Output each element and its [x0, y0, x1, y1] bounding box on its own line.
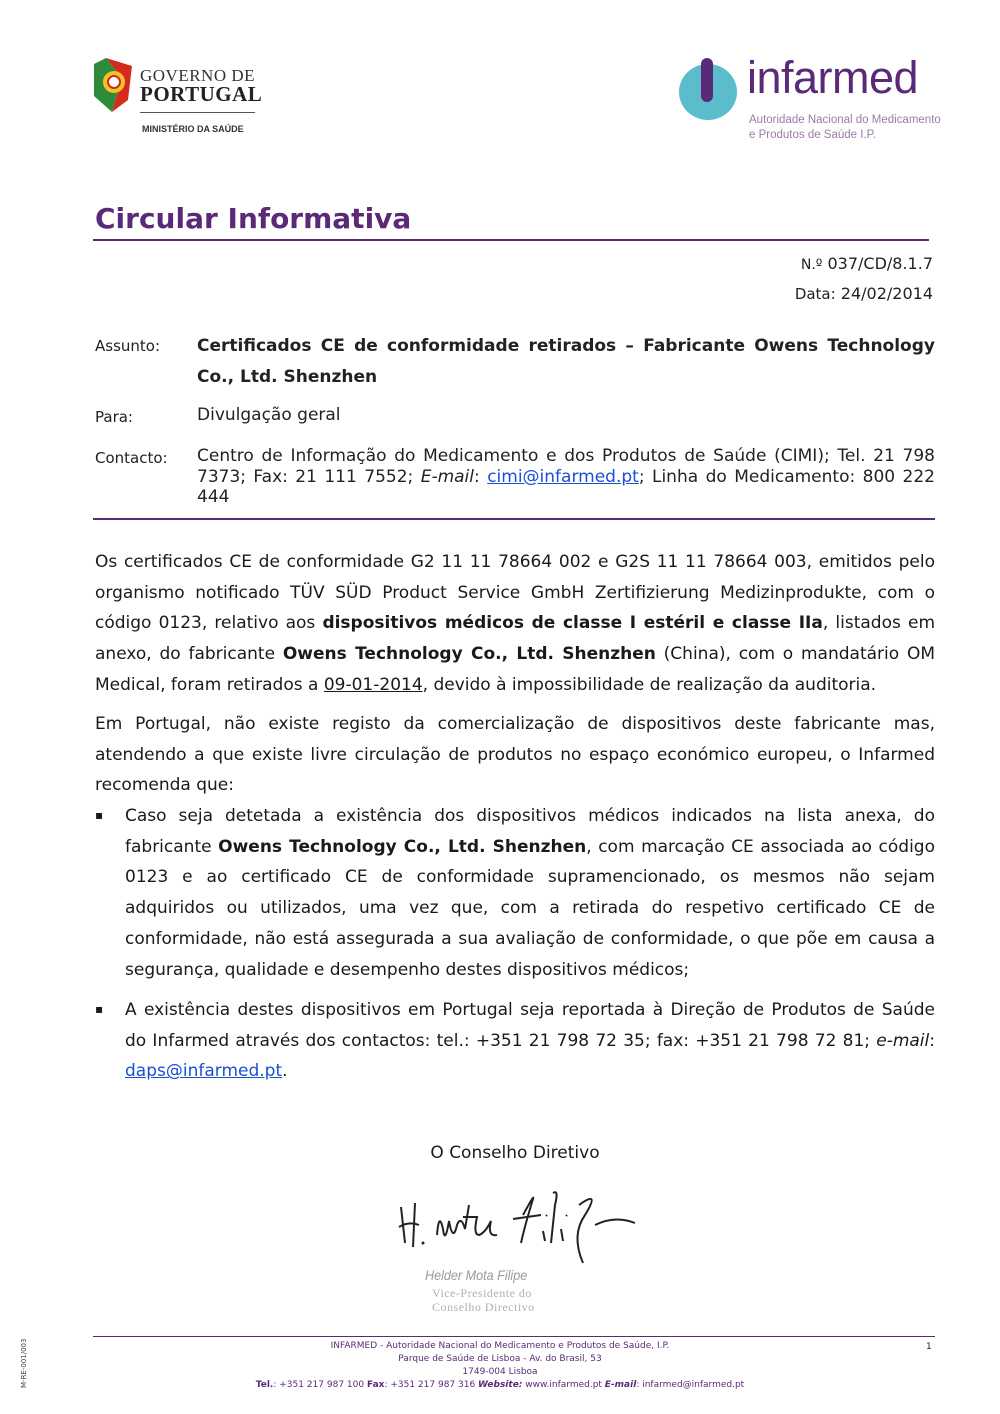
footer-tel: : +351 217 987 100 — [273, 1380, 367, 1390]
contact-text: Centro de Informação do Medicamento e dos Produtos de Saúde (CIMI); Tel. 21 798 7373; Fax: 21 111 7552; E-mail: cimi@infarmed.pt; Linha do Medicamento: 800 222 444 — [197, 446, 935, 507]
p1-text-f: , devido à impossibilidade de realização da auditoria. — [422, 674, 877, 695]
number-value: 037/CD/8.1.7 — [827, 254, 933, 273]
footer-divider — [93, 1336, 935, 1337]
infarmed-subtitle-2: e Produtos de Saúde I.P. — [749, 129, 877, 141]
footer-web[interactable]: www.infarmed.pt — [522, 1380, 605, 1390]
infarmed-logo — [676, 52, 946, 148]
document-code: M-RE-001/003 — [20, 1338, 28, 1388]
b2-email-label: e-mail — [876, 1030, 930, 1051]
footer-line-3: 1749-004 Lisboa — [462, 1367, 538, 1377]
p1-text-e: (China), com o mandatário OM Medical, foram retirados a — [95, 644, 936, 695]
contact-pre: Centro de Informação do Medicamento e dos Produtos de Saúde (CIMI); Tel. 21 798 7373; Fax: 21 111 7552; — [197, 446, 935, 487]
footer-line-2: Parque de Saúde de Lisboa - Av. do Brasil, 53 — [398, 1354, 602, 1364]
paragraph-2: Em Portugal, não existe registo da comercialização de dispositivos deste fabricante mas, atendendo a que existe livre circulação de produtos no espaço económico europeu, o Infarmed recomenda que: — [95, 714, 935, 796]
p1-text-a: Os certificados CE de conformidade G2 11 11 78664 002 e G2S 11 11 78664 003, emitidos pelo organismo notificado TÜV SÜD Product Service GmbH Zertifizierung Medizinprodukte, com o código 0123, relativo aos — [95, 552, 935, 634]
contact-post: ; Linha do Medicamento: 800 222 444 — [197, 466, 935, 507]
infarmed-mark-icon — [676, 58, 740, 124]
gov-line1: GOVERNO DE — [140, 66, 256, 85]
b1-text-a: Caso seja detetada a existência dos dispositivos médicos indicados na lista anexa, do fabricante — [125, 806, 935, 857]
gov-ministry: MINISTÉRIO DA SAÚDE — [142, 124, 244, 134]
footer-tel-label: Tel. — [255, 1380, 274, 1390]
signatory-role-2: Conselho Directivo — [432, 1300, 535, 1314]
footer-contacts — [0, 1380, 1000, 1390]
p1-text-c: , listados em anexo, do fabricante — [95, 613, 936, 665]
footer-fax-label: Fax — [366, 1380, 385, 1390]
page-number: 1 — [926, 1342, 932, 1352]
coat-of-arms-icon — [92, 56, 136, 114]
contact-email-link[interactable]: cimi@infarmed.pt — [487, 466, 639, 487]
handwritten-signature-icon — [395, 1185, 640, 1265]
footer-fax: : +351 217 987 316 — [384, 1380, 479, 1390]
b2-text-a: A existência destes dispositivos em Portugal seja reportada à Direção de Produtos de Saúde do Infarmed através dos contactos: tel.: +351 21 798 72 35; fax: +351 21 798 72 81; — [125, 1000, 935, 1051]
footer-line-1: INFARMED - Autoridade Nacional do Medicamento e Produtos de Saúde, I.P. — [330, 1341, 670, 1351]
gov-line2: PORTUGAL — [140, 82, 263, 106]
b2-end: . — [282, 1061, 288, 1082]
p1-withdrawal-date: 09-01-2014 — [323, 674, 423, 695]
to-label: Para: — [95, 408, 133, 426]
number-label: N.º — [800, 257, 823, 273]
signature-org: O Conselho Diretivo — [430, 1143, 600, 1163]
bullet-1-marker: ▪ — [95, 808, 104, 822]
bullet-2 — [125, 995, 935, 1087]
date-value: 24/02/2014 — [840, 284, 933, 303]
bullet-1 — [125, 801, 935, 985]
circular-date — [795, 284, 933, 303]
signatory-name: Helder Mota Filipe — [425, 1267, 528, 1283]
footer-email[interactable]: : infarmed@infarmed.pt — [636, 1380, 745, 1390]
signature-block — [395, 1185, 640, 1320]
infarmed-name: infarmed — [747, 52, 919, 103]
footer-web-label: Website: — [478, 1380, 523, 1390]
date-label: Data: — [794, 285, 836, 303]
contact-label: Contacto: — [95, 449, 168, 467]
p1-device-class: dispositivos médicos de classe I estéril e classe IIa — [322, 613, 823, 634]
footer-email-label: E-mail — [604, 1380, 637, 1390]
b1-manufacturer: Owens Technology Co., Ltd. Shenzhen — [218, 836, 587, 857]
title-divider — [93, 239, 929, 241]
circular-number — [801, 254, 933, 273]
infarmed-subtitle-1: Autoridade Nacional do Medicamento — [749, 114, 941, 126]
contact-email-label: E-mail — [420, 466, 475, 487]
b2-email-link[interactable]: daps@infarmed.pt — [125, 1061, 283, 1082]
governo-portugal-logo — [92, 56, 267, 141]
header-divider — [93, 518, 935, 520]
signatory-role-1: Vice-Presidente do — [432, 1286, 532, 1300]
to-text: Divulgação geral — [197, 405, 341, 425]
subject-text: Certificados CE de conformidade retirados – Fabricante Owens Technology Co., Ltd. Shenzhen — [197, 336, 935, 387]
subject-label: Assunto: — [95, 337, 161, 355]
p1-manufacturer: Owens Technology Co., Ltd. Shenzhen — [282, 644, 656, 665]
document-title: Circular Informativa — [95, 202, 412, 235]
bullet-2-marker: ▪ — [95, 1002, 104, 1016]
paragraph-1 — [95, 547, 935, 701]
gov-divider — [140, 112, 255, 113]
b2-colon: : — [929, 1030, 935, 1051]
b1-text-c: , com marcação CE associada ao código 0123 e ao certificado CE de conformidade supramencionado, os mesmos não sejam adquiridos ou utilizados, uma vez que, com a retirada do respetivo certificado CE de conformidade, não está assegurada a sua avaliação de conformidade, o que põe em causa a segurança, qualidade e desempenho destes dispositivos médicos; — [125, 836, 935, 980]
